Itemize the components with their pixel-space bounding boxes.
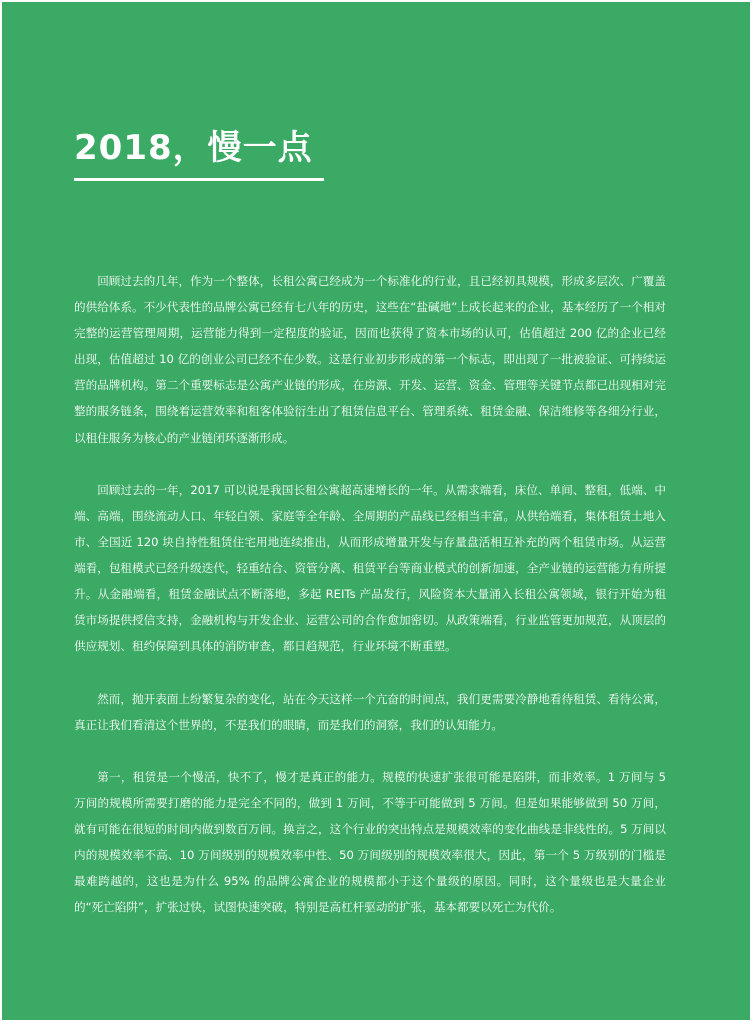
paragraph-2: 回顾过去的一年，2017 可以说是我国长租公寓超高速增长的一年。从需求端看，床位、单间、整租，低端、中端、高端，围绕流动人口、年轻白领、家庭等全年龄、全周期的产品线已经相当丰富。从供给端看，集体租赁土地入市、全国近 120 块自持性租赁住宅用地连续推出，从而形成增量开发与存量盘活相互补充的两个租赁市场。从运营端看，包租模式已经升级迭代，轻重结合、资管分离、租赁平台等商业模式的创新加速，全产业链的运营能力有所提升。从金融端看，租赁金融试点不断落地，多起 REITs 产品发行，风险资本大量涌入长租公寓领域，银行开始为租赁市场提供授信支持，金融机构与开发企业、运营公司的合作愈加密切。从政策端看，行业监管更加规范，从顶层的供应规划、租约保障到具体的消防审查，都日趋规范，行业环境不断重塑。: [74, 482, 666, 654]
paragraph-1: 回顾过去的几年，作为一个整体，长租公寓已经成为一个标准化的行业，且已经初具规模，形成多层次、广覆盖的供给体系。不少代表性的品牌公寓已经有七八年的历史，这些在“盐碱地”上成长起来的企业，基本经历了一个相对完整的运营管理周期，运营能力得到一定程度的验证，因而也获得了资本市场的认可，估值超过 200 亿的企业已经出现，估值超过 10 亿的创业公司已经不在少数。这是行业初步形成的第一个标志，即出现了一批被验证、可持续运营的品牌机构。第二个重要标志是公寓产业链的形成，在房源、开发、运营、资金、管理等关键节点都已出现相对完整的服务链条，围绕着运营效率和租客体验衍生出了租赁信息平台、管理系统、租赁金融、保洁维修等各细分行业，以租住服务为核心的产业链闭环逐渐形成。: [74, 274, 666, 445]
paragraph-4: 第一，租赁是一个慢活，快不了，慢才是真正的能力。规模的快速扩张很可能是陷阱，而非效率。1 万间与 5 万间的规模所需要打磨的能力是完全不同的，做到 1 万间，不等于可能做到 5 万间。但是如果能够做到 50 万间，就有可能在很短的时间内做到数百万间。换言之，这个行业的突出特点是规模效率的变化曲线是非线性的。5 万间以内的规模效率不高、10 万间级别的规模效率中性、50 万间级别的规模效率很大，因此，第一个 5 万级别的门槛是最难跨越的，这也是为什么 95% 的品牌公寓企业的规模都小于这个量级的原因。同时，这个量级也是大量企业的“死亡陷阱”，扩张过快，试图快速突破，特别是高杠杆驱动的扩张，基本都要以死亡为代价。: [74, 769, 666, 915]
green-content-panel: [2, 2, 750, 1020]
article-body: [74, 268, 666, 920]
title-underline: [74, 178, 324, 181]
paragraph-3: 然而，抛开表面上纷繁复杂的变化，站在今天这样一个亢奋的时间点，我们更需要冷静地看待租赁、看待公寓，真正让我们看清这个世界的，不是我们的眼睛，而是我们的洞察，我们的认知能力。: [74, 691, 666, 732]
page-title: 2018，慢一点: [74, 128, 313, 168]
